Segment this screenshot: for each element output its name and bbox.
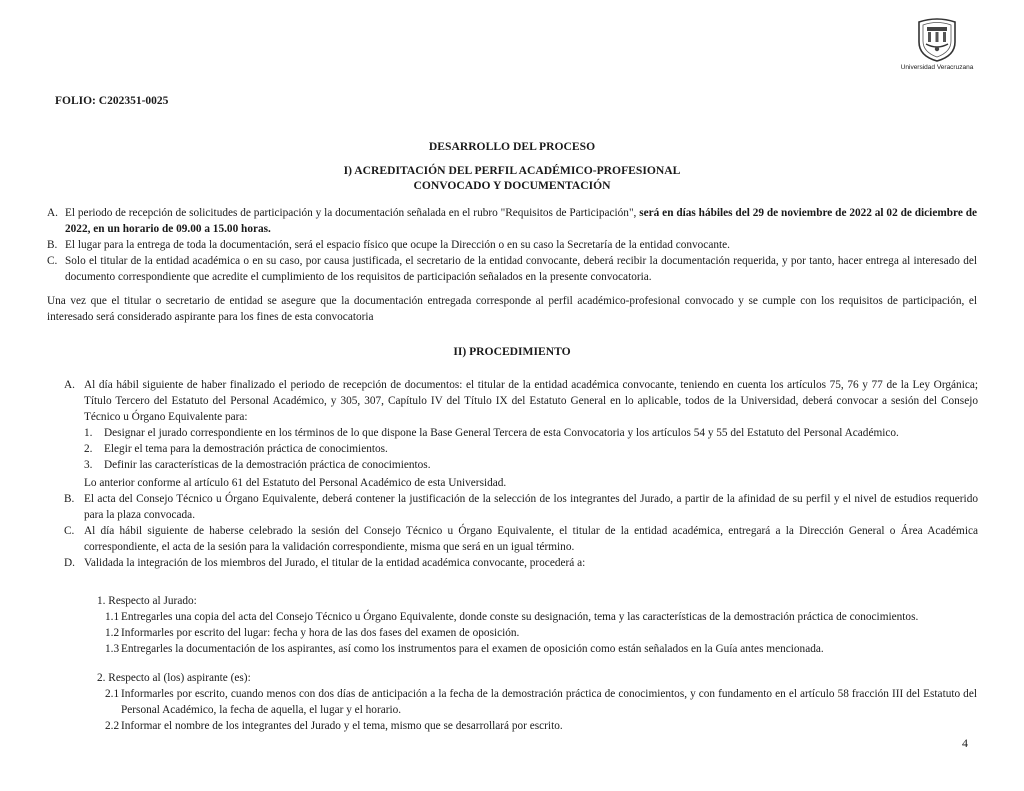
aspirantes-item-text: Informarles por escrito, cuando menos con dos días de anticipación a la fecha de la demostración práctica de conocimientos, y con fundamento en el artículo 58 fracción III del Estatuto del Personal Académico, la fecha de aquella, el lugar y el horario.: [121, 688, 977, 717]
item-text: El lugar para la entrega de toda la documentación, será el espacio físico que ocupe la Dirección o en su caso la Secretaría de la entidad convocante.: [65, 239, 730, 252]
university-seal-icon: [915, 16, 959, 62]
aspirantes-heading: 2. Respecto al (los) aspirante (es):: [97, 672, 251, 684]
item-label: A.: [47, 207, 58, 219]
section-1-item-c: [47, 253, 977, 285]
folio-number: FOLIO: C202351-0025: [55, 95, 169, 107]
item-text: Al día hábil siguiente de haber finalizado el periodo de recepción de documentos: el titular de la entidad académica convocante, teniendo en cuenta los artículos 75, 76 y 77 de la Ley Orgánica; Título Tercero del Estatuto del Personal Académico, y 305, 307, Capítulo IV del Título IX del Estatuto General en lo aplicable, todos de la Universidad, deberá convocar a sesión del Consejo Técnico u Órgano Equivalente para:: [84, 379, 978, 424]
sub-item-3: [64, 457, 978, 473]
aspirantes-item-number: 2.1: [105, 688, 120, 701]
jurado-item-text: Entregarles la documentación de los aspirantes, así como los instrumentos para el examen de oposición como están señalados en la Guía antes mencionada.: [121, 643, 824, 656]
section-1-list: [47, 205, 977, 285]
item-text: Validada la integración de los miembros del Jurado, el titular de la entidad académica convocante, procederá a:: [84, 557, 586, 570]
section-2-item-d: [64, 555, 978, 571]
jurado-item-text: Informarles por escrito del lugar: fecha y hora de las dos fases del examen de oposición.: [121, 627, 520, 640]
section-2-item-c: [64, 523, 978, 555]
jurado-item-number: 1.1: [105, 611, 120, 624]
sub-item-text: Elegir el tema para la demostración práctica de conocimientos.: [104, 443, 388, 456]
item-label: D.: [64, 557, 75, 570]
sub-item-number: 3.: [84, 459, 93, 472]
jurado-item-number: 1.2: [105, 627, 120, 640]
sub-item-text: Definir las características de la demostración práctica de conocimientos.: [104, 459, 431, 472]
aspirantes-item: [97, 718, 977, 734]
item-label: C.: [47, 255, 58, 268]
item-label: B.: [47, 239, 58, 252]
university-logo: [892, 16, 982, 72]
jurado-heading: 1. Respecto al Jurado:: [97, 595, 197, 607]
page-number: 4: [962, 736, 968, 750]
heading-acreditacion-line1: I) ACREDITACIÓN DEL PERFIL ACADÉMICO-PROFESIONAL: [343, 164, 681, 177]
jurado-item: [97, 609, 977, 625]
aspirantes-item-number: 2.2: [105, 720, 120, 733]
item-text: El acta del Consejo Técnico u Órgano Equivalente, deberá contener la justificación de la selección de los integrantes del Jurado, a partir de la afinidad de su perfil y el nivel de estudios requerido para la plaza convocada.: [84, 493, 978, 522]
item-label: C.: [64, 525, 75, 538]
item-label: B.: [64, 493, 75, 506]
item-label: A.: [64, 379, 75, 391]
item-text: El periodo de recepción de solicitudes de participación y la documentación señalada en el rubro "Requisitos de Participación",: [65, 207, 640, 219]
sub-item-2: [64, 441, 978, 457]
logo-caption: Universidad Veracruzana: [900, 64, 974, 71]
jurado-list: [97, 593, 977, 657]
sub-item-1: [64, 425, 978, 441]
jurado-item-text: Entregarles una copia del acta del Consejo Técnico u Órgano Equivalente, donde conste su designación, tema y las características de la demostración práctica de conocimientos.: [121, 611, 919, 624]
section-1-item-a: [47, 205, 977, 237]
heading-procedimiento: II) PROCEDIMIENTO: [453, 345, 571, 358]
jurado-item: [97, 641, 977, 657]
item-text-bold: será en días hábiles del 29 de noviembre de 2022 al 02 de diciembre de 2022, en un horario de 09.00 a 15.00 horas.: [65, 207, 978, 236]
section-2-item-b: [64, 491, 978, 523]
sub-item-number: 1.: [84, 427, 93, 440]
jurado-item: [97, 625, 977, 641]
heading-acreditacion-line2: CONVOCADO Y DOCUMENTACIÓN: [413, 179, 611, 192]
section-2-item-a: [64, 377, 978, 425]
aspirantes-item-text: Informar el nombre de los integrantes del Jurado y el tema, mismo que se desarrollará por escrito.: [121, 720, 563, 733]
section-1-closing-paragraph: Una vez que el titular o secretario de entidad se asegure que la documentación entregada corresponde al perfil académico-profesional convocado y se cumple con los requisitos de participación, el interesado será considerado aspirante para los fines de esta convocatoria: [47, 295, 977, 324]
jurado-item-number: 1.3: [105, 643, 120, 656]
heading-desarrollo: DESARROLLO DEL PROCESO: [428, 140, 596, 153]
item-text: Solo el titular de la entidad académica o en su caso, por causa justificada, el secretario de la entidad convocante, deberá recibir la documentación requerida, y por tanto, hacer entrega al interesado del documento correspondiente que acredite el cumplimiento de los requisitos de participación señalados en la presente convocatoria.: [65, 255, 977, 284]
section-2-a-note: Lo anterior conforme al artículo 61 del Estatuto del Personal Académico de esta Universidad.: [84, 477, 507, 490]
section-2-list: [64, 377, 978, 571]
sub-item-number: 2.: [84, 443, 93, 456]
aspirantes-item: [97, 686, 977, 718]
section-1-item-b: [47, 237, 977, 253]
sub-item-text: Designar el jurado correspondiente en los términos de lo que dispone la Base General Tercera de esta Convocatoria y los artículos 54 y 55 del Estatuto del Personal Académico.: [104, 427, 899, 440]
item-text: Al día hábil siguiente de haberse celebrado la sesión del Consejo Técnico u Órgano Equivalente, el titular de la entidad académica, entregará a la Dirección General o Área Académica correspondiente, el acta de la sesión para la validación correspondiente, misma que será en un igual término.: [84, 525, 978, 554]
aspirantes-list: [97, 670, 977, 734]
